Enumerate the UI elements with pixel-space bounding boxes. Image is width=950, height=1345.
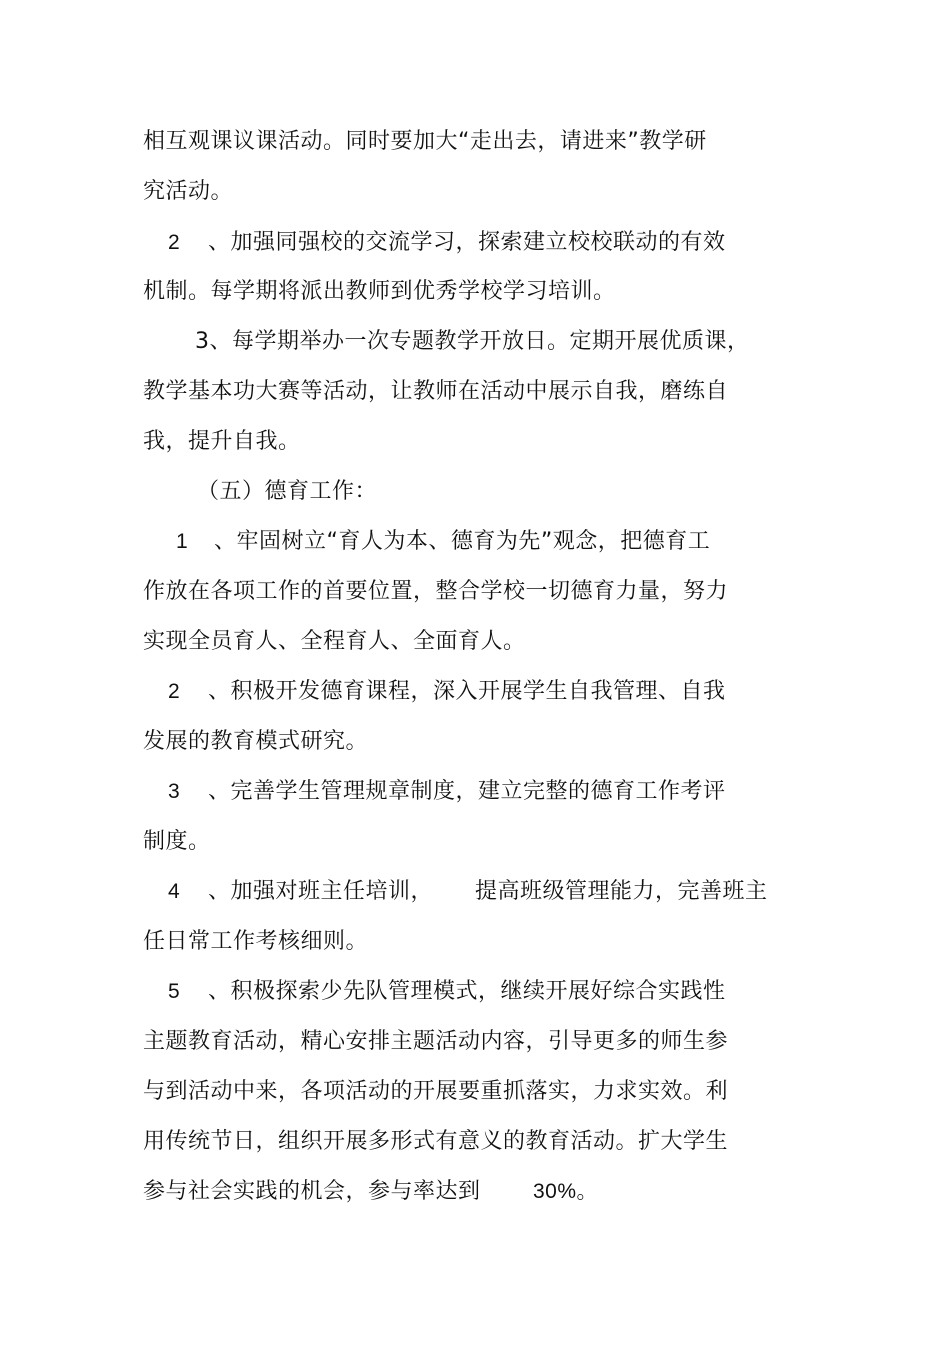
- paragraph-line: 参与社会实践的机会，参与率达到: [143, 1179, 481, 1204]
- paragraph-line: 发展的教育模式研究。: [143, 729, 369, 754]
- paragraph-line: 3、每学期举办一次专题教学开放日。定期开展优质课，: [195, 329, 750, 354]
- paragraph-line: 用传统节日，组织开展多形式有意义的教育活动。扩大学生: [143, 1129, 729, 1154]
- paragraph-line: 实现全员育人、全程育人、全面育人。: [143, 629, 526, 654]
- paragraph-line: 、牢固树立“育人为本、德育为先”观念，把德育工: [214, 529, 711, 554]
- paragraph-line: 主题教育活动，精心安排主题活动内容，引导更多的师生参: [143, 1029, 729, 1054]
- paragraph-line: 、积极探索少先队管理模式，继续开展好综合实践性: [208, 979, 726, 1004]
- paragraph-line: 、加强对班主任培训，: [208, 879, 434, 904]
- paragraph-line: 与到活动中来，各项活动的开展要重抓落实，力求实效。利: [143, 1079, 729, 1104]
- paragraph-line: 究活动。: [143, 179, 234, 204]
- item-number: 4: [168, 880, 181, 903]
- item-number: 1: [176, 530, 189, 553]
- paragraph-line: 、积极开发德育课程，深入开展学生自我管理、自我: [208, 679, 726, 704]
- paragraph-line: 相互观课议课活动。同时要加大“走出去，请进来”教学研: [143, 129, 707, 154]
- paragraph-line: 教学基本功大赛等活动，让教师在活动中展示自我，磨练自: [143, 379, 729, 404]
- paragraph-line: 我，提升自我。: [143, 429, 301, 454]
- item-number: 2: [168, 231, 181, 254]
- item-number: 5: [168, 980, 181, 1003]
- paragraph-line: 任日常工作考核细则。: [143, 929, 369, 954]
- paragraph-line: 作放在各项工作的首要位置，整合学校一切德育力量，努力: [143, 579, 729, 604]
- percentage-value: 30%。: [533, 1180, 599, 1203]
- paragraph-line: 提高班级管理能力，完善班主: [475, 879, 768, 904]
- item-number: 2: [168, 680, 181, 703]
- item-number: 3: [168, 780, 181, 803]
- section-heading: （五）德育工作：: [197, 479, 378, 504]
- paragraph-line: 机制。每学期将派出教师到优秀学校学习培训。: [143, 279, 616, 304]
- paragraph-line: 制度。: [143, 829, 211, 854]
- paragraph-line: 、加强同强校的交流学习，探索建立校校联动的有效: [208, 230, 726, 255]
- paragraph-line: 、完善学生管理规章制度，建立完整的德育工作考评: [208, 779, 726, 804]
